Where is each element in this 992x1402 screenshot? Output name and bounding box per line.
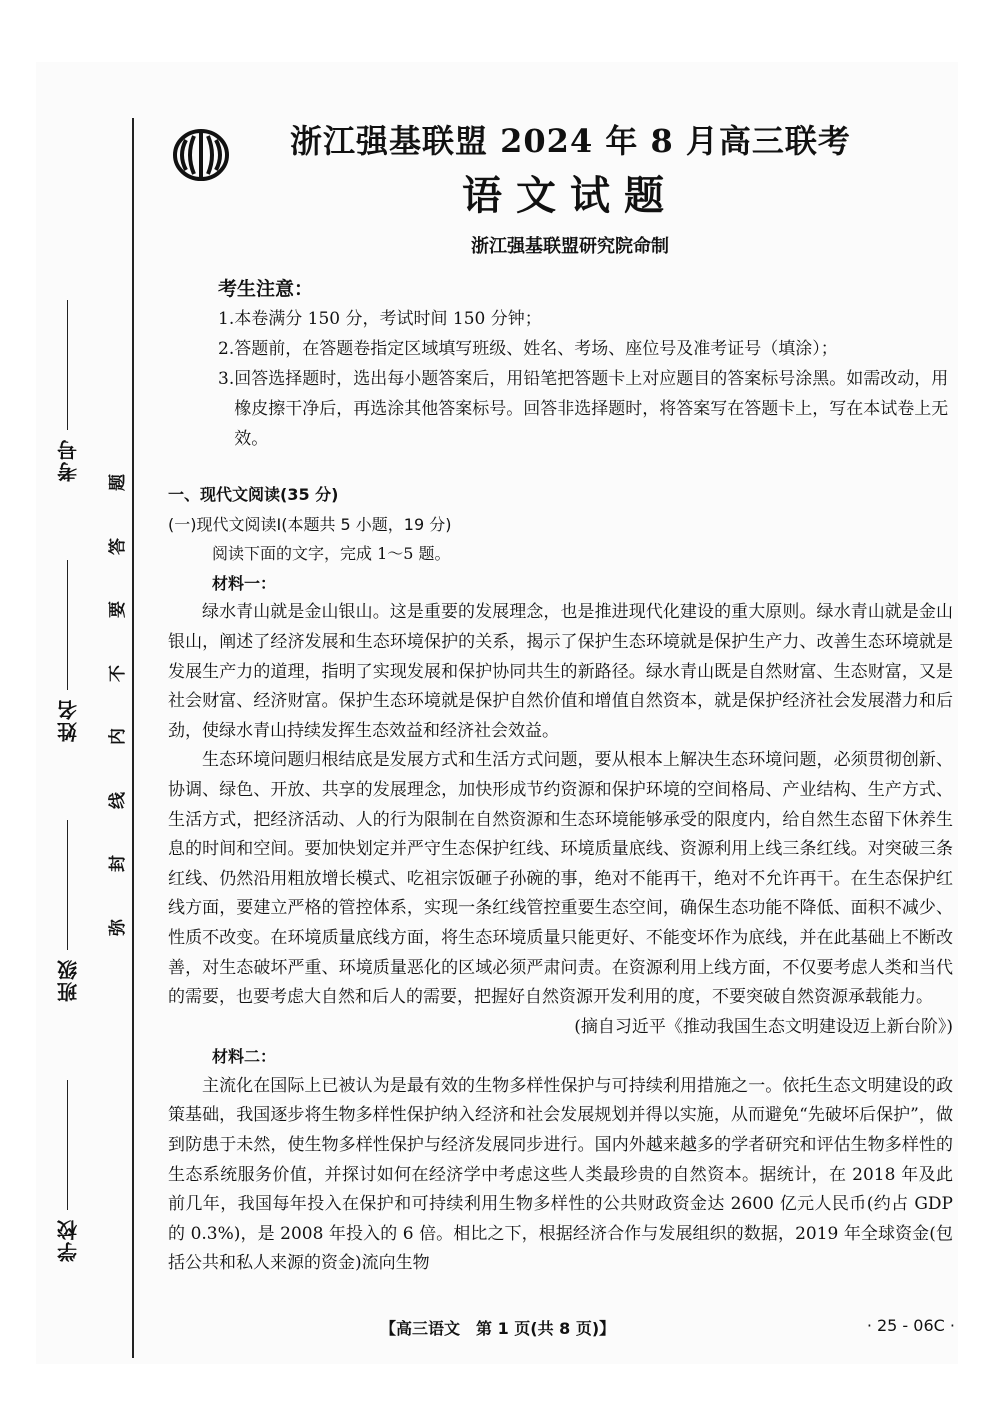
class-field[interactable]	[48, 820, 88, 1002]
name-line	[68, 560, 69, 690]
exam-author: 浙江强基联盟研究院命制	[471, 236, 669, 257]
seal-warning-char: 答	[107, 537, 128, 555]
notice-item-number: 2.	[218, 339, 235, 359]
material-two-label: 材料二：	[212, 1047, 277, 1067]
page-number: 【高三语文 第 1 页(共 8 页)】	[380, 1319, 616, 1338]
subsection-title: (一)现代文阅读Ⅰ(本题共 5 小题，19 分)	[168, 514, 452, 534]
class-line	[68, 820, 69, 950]
notice-title: 考生注意：	[218, 278, 314, 300]
notice-item	[218, 334, 953, 364]
seal-warning-char: 题	[107, 474, 128, 491]
notice-list	[218, 304, 953, 454]
school-line	[68, 1080, 69, 1210]
notice-item-text: 本卷满分 150 分，考试时间 150 分钟；	[234, 309, 542, 329]
notice-item-text: 答题前，在答题卷指定区域填写班级、姓名、考场、座位号及准考证号（填涂）；	[234, 339, 838, 359]
seal-warning-char: 封	[107, 855, 128, 873]
seal-warning-char: 线	[107, 791, 128, 809]
reading-instruction: 阅读下面的文字，完成 1～5 题。	[212, 544, 451, 564]
material-one-paragraph: 绿水青山就是金山银山。这是重要的发展理念，也是推进现代化建设的重大原则。绿水青山就是金山银山，阐述了经济发展和生态环境保护的关系，揭示了保护生态环境就是保护生产力、改善生态环境就是发展生产力的道理，指明了实现发展和保护协同共生的新路径。绿水青山既是自然财富、生态财富，又是社会财富、经济财富。保护生态环境就是保护自然价值和增值自然资本，就是保护经济社会发展潜力和后劲，使绿水青山持续发挥生态效益和经济社会效益。	[168, 602, 953, 741]
paper-code: · 25 - 06C ·	[866, 1316, 955, 1335]
exam-number-label: 考号	[56, 438, 81, 482]
name-field[interactable]	[48, 560, 88, 742]
seal-line-warning	[100, 470, 130, 940]
school-label: 学校	[56, 1218, 81, 1262]
binding-divider	[132, 118, 134, 1358]
exam-number-line	[68, 300, 69, 430]
material-two-paragraph: 主流化在国际上已被认为是最有效的生物多样性保护与可持续利用措施之一。依托生态文明建设的政策基础，我国逐步将生物多样性保护纳入经济和社会发展规划并得以实施，从而避免“先破坏后保护”，做到防患于未然，使生物多样性保护与经济发展同步进行。国内外越来越多的学者研究和评估生物多样性的生态系统服务价值，并探讨如何在经济学中考虑这些人类最珍贵的自然资本。据统计，在 2018 年及此前几年，我国每年投入在保护和可持续利用生物多样性的公共财政资金达 2600 亿元人民币(约占 GDP 的 0.3%)，是 2008 年投入的 6 倍。相比之下，根据经济合作与发展组织的数据，2019 年全球资金(包括公共和私人来源的资金)流向生物	[168, 1075, 953, 1274]
seal-warning-char: 要	[107, 601, 128, 619]
notice-item-text: 回答选择题时，选出每小题答案后，用铅笔把答题卡上对应题目的答案标号涂黑。如需改动，用橡皮擦干净后，再选涂其他答案标号。回答非选择题时，将答案写在答题卡上，写在本试卷上无效。	[234, 369, 949, 449]
notice-item-number: 3.	[218, 369, 235, 389]
seal-warning-char: 内	[107, 728, 128, 746]
exam-subject: 语文试题	[462, 172, 678, 219]
class-label: 班级	[56, 958, 81, 1002]
notice-item	[218, 364, 953, 454]
material-one-paragraph: 生态环境问题归根结底是发展方式和生活方式问题，要从根本上解决生态环境问题，必须贯彻创新、协调、绿色、开放、共享的发展理念，加快形成节约资源和保护环境的空间格局、产业结构、生产方式、生活方式，把经济活动、人的行为限制在自然资源和生态环境能够承受的限度内，给自然生态留下休养生息的时间和空间。要加快划定并严守生态保护红线、环境质量底线、资源利用上线三条红线。对突破三条红线、仍然沿用粗放增长模式、吃祖宗饭砸子孙碗的事，绝对不能再干，绝对不允许再干。在生态保护红线方面，要建立严格的管控体系，实现一条红线管控重要生态空间，确保生态功能不降低、面积不减少、性质不改变。在环境质量底线方面，将生态环境质量只能更好、不能变坏作为底线，并在此基础上不断改善，对生态破坏严重、环境质量恶化的区域必须严肃问责。在资源利用上线方面，不仅要考虑人类和当代的需要，也要考虑大自然和后人的需要，把握好自然资源开发利用的度，不要突破自然资源承载能力。	[168, 750, 953, 1008]
notice-item	[218, 304, 953, 334]
notice-item-number: 1.	[218, 309, 235, 329]
seal-warning-char: 不	[107, 664, 128, 682]
seal-warning-char: 弥	[107, 918, 128, 936]
material-one-label: 材料一：	[212, 573, 277, 593]
reading-section	[168, 480, 953, 1279]
name-label: 姓名	[56, 698, 81, 742]
school-field[interactable]	[48, 1080, 88, 1262]
alliance-logo-icon	[172, 128, 230, 182]
exam-title: 浙江强基联盟 2024 年 8 月高三联考	[290, 122, 851, 160]
section-title: 一、现代文阅读(35 分)	[168, 485, 339, 504]
exam-number-field[interactable]	[48, 300, 88, 482]
material-one-source: (摘自习近平《推动我国生态文明建设迈上新台阶》)	[574, 1016, 953, 1037]
